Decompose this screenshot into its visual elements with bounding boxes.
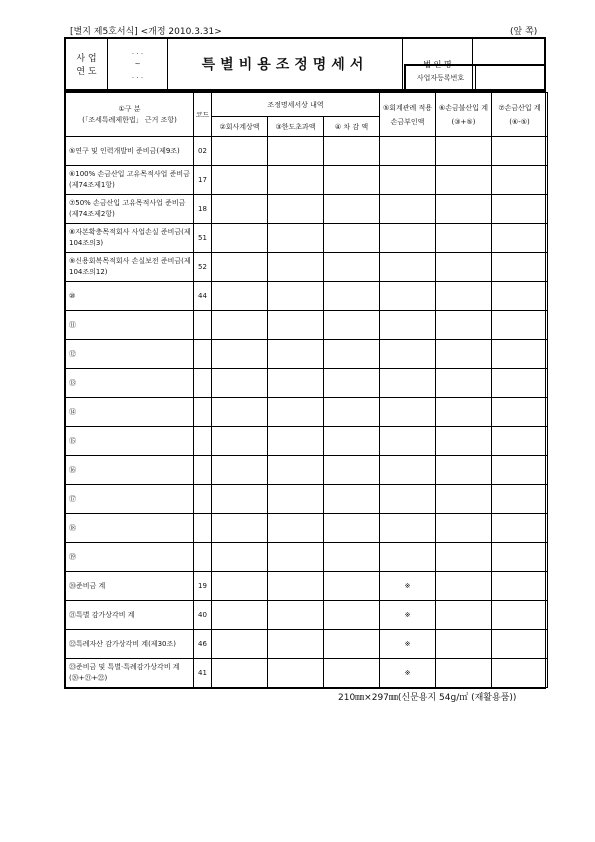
- row-input-cell[interactable]: [492, 166, 548, 195]
- row-code: [194, 514, 212, 543]
- row-input-cell[interactable]: [268, 311, 324, 340]
- row-input-cell[interactable]: [268, 282, 324, 311]
- row-input-cell[interactable]: [268, 630, 324, 659]
- row-input-cell[interactable]: [492, 514, 548, 543]
- limit-excess-header: ③한도초과액: [268, 117, 324, 137]
- row-input-cell[interactable]: [492, 485, 548, 514]
- row-accounting-cell[interactable]: [380, 195, 436, 224]
- table-row: [66, 630, 548, 659]
- row-input-cell[interactable]: [436, 195, 492, 224]
- form-title: 특별비용조정명세서: [168, 39, 403, 90]
- row-label: ⑪: [66, 311, 194, 340]
- row-input-cell[interactable]: [212, 224, 268, 253]
- category-header: ①구 분: [118, 104, 141, 113]
- row-accounting-cell[interactable]: [380, 224, 436, 253]
- row-input-cell[interactable]: [212, 543, 268, 572]
- row-input-cell[interactable]: [492, 543, 548, 572]
- registration-label: 사업자등록번호: [406, 66, 476, 90]
- row-code: 46: [194, 630, 212, 659]
- table-row: [66, 369, 548, 398]
- row-input-cell[interactable]: [212, 195, 268, 224]
- row-input-cell[interactable]: [436, 630, 492, 659]
- adjustment-table: [64, 91, 546, 689]
- row-label: ㉑특별 감가상각비 계: [66, 601, 194, 630]
- row-accounting-cell[interactable]: [380, 543, 436, 572]
- row-input-cell[interactable]: [212, 572, 268, 601]
- row-input-cell[interactable]: [492, 659, 548, 688]
- row-input-cell[interactable]: [268, 398, 324, 427]
- row-input-cell[interactable]: [492, 340, 548, 369]
- row-input-cell[interactable]: [492, 137, 548, 166]
- table-row: [66, 311, 548, 340]
- row-input-cell[interactable]: [324, 340, 380, 369]
- table-row: [66, 543, 548, 572]
- row-input-cell[interactable]: [212, 659, 268, 688]
- row-label: ⑥100% 손금산입 고유목적사업 준비금(제74조제1항): [66, 166, 194, 195]
- row-label: ⑤연구 및 인력개발비 준비금(제9조): [66, 137, 194, 166]
- row-input-cell[interactable]: [268, 659, 324, 688]
- row-input-cell[interactable]: [492, 427, 548, 456]
- table-row: [66, 137, 548, 166]
- row-input-cell[interactable]: [436, 253, 492, 282]
- row-input-cell[interactable]: [436, 485, 492, 514]
- row-input-cell[interactable]: [324, 282, 380, 311]
- row-input-cell[interactable]: [324, 166, 380, 195]
- row-label: ㉒특례자산 감가상각비 계(제30조): [66, 630, 194, 659]
- row-input-cell[interactable]: [492, 282, 548, 311]
- row-label: ㉓준비금 및 특별·특례감가상각비 계(⑳+㉑+㉒): [66, 659, 194, 688]
- table-row: [66, 601, 548, 630]
- table-row: [66, 456, 548, 485]
- row-input-cell[interactable]: [212, 311, 268, 340]
- row-input-cell[interactable]: [324, 369, 380, 398]
- row-input-cell[interactable]: [268, 137, 324, 166]
- row-input-cell[interactable]: [268, 543, 324, 572]
- row-label: ⑱: [66, 514, 194, 543]
- table-row: [66, 253, 548, 282]
- row-accounting-cell[interactable]: [380, 137, 436, 166]
- row-input-cell[interactable]: [212, 369, 268, 398]
- row-input-cell[interactable]: [436, 137, 492, 166]
- row-input-cell[interactable]: [436, 514, 492, 543]
- table-row: [66, 572, 548, 601]
- row-input-cell[interactable]: [268, 456, 324, 485]
- row-accounting-cell[interactable]: [380, 166, 436, 195]
- row-code: 18: [194, 195, 212, 224]
- table-row: [66, 398, 548, 427]
- page-side-label: (앞 쪽): [510, 27, 538, 37]
- row-code: 52: [194, 253, 212, 282]
- row-code: [194, 543, 212, 572]
- row-input-cell[interactable]: [436, 224, 492, 253]
- row-input-cell[interactable]: [436, 572, 492, 601]
- row-input-cell[interactable]: [268, 572, 324, 601]
- row-accounting-cell[interactable]: [380, 369, 436, 398]
- row-accounting-cell[interactable]: [380, 340, 436, 369]
- row-input-cell[interactable]: [212, 427, 268, 456]
- row-input-cell[interactable]: [436, 659, 492, 688]
- row-input-cell[interactable]: [268, 340, 324, 369]
- row-input-cell[interactable]: [324, 543, 380, 572]
- table-row: [66, 166, 548, 195]
- row-input-cell[interactable]: [324, 572, 380, 601]
- row-accounting-cell[interactable]: [380, 485, 436, 514]
- row-code: [194, 485, 212, 514]
- row-input-cell[interactable]: [324, 485, 380, 514]
- row-label: ⑦50% 손금산입 고유목적사업 준비금(제74조제2항): [66, 195, 194, 224]
- row-code: 44: [194, 282, 212, 311]
- row-input-cell[interactable]: [212, 398, 268, 427]
- row-input-cell[interactable]: [268, 514, 324, 543]
- row-input-cell[interactable]: [492, 601, 548, 630]
- row-label: ⑯: [66, 456, 194, 485]
- row-label: ⑧자본확충목적회사 사업손실 준비금(제104조의3): [66, 224, 194, 253]
- row-accounting-cell[interactable]: [380, 514, 436, 543]
- row-input-cell[interactable]: [436, 398, 492, 427]
- row-input-cell[interactable]: [436, 340, 492, 369]
- row-input-cell[interactable]: [492, 572, 548, 601]
- row-accounting-cell[interactable]: [380, 398, 436, 427]
- row-input-cell[interactable]: [324, 630, 380, 659]
- row-input-cell[interactable]: [436, 456, 492, 485]
- table-row: [66, 659, 548, 688]
- row-accounting-cell[interactable]: ※: [380, 572, 436, 601]
- row-input-cell[interactable]: [324, 601, 380, 630]
- row-input-cell[interactable]: [492, 456, 548, 485]
- row-accounting-cell[interactable]: [380, 456, 436, 485]
- row-input-cell[interactable]: [212, 456, 268, 485]
- company-amount-header: ②회사계상액: [212, 117, 268, 137]
- row-label: ⑰: [66, 485, 194, 514]
- business-year-period: . . . ~ . . .: [108, 39, 168, 90]
- row-input-cell[interactable]: [324, 253, 380, 282]
- row-input-cell[interactable]: [268, 601, 324, 630]
- table-row: [66, 340, 548, 369]
- row-input-cell[interactable]: [492, 195, 548, 224]
- row-code: 51: [194, 224, 212, 253]
- row-code: 02: [194, 137, 212, 166]
- row-code: [194, 311, 212, 340]
- row-input-cell[interactable]: [212, 514, 268, 543]
- row-input-cell[interactable]: [436, 282, 492, 311]
- corp-name-label: 법 인 명: [403, 39, 473, 90]
- table-row: [66, 195, 548, 224]
- table-row: [66, 514, 548, 543]
- row-input-cell[interactable]: [212, 253, 268, 282]
- row-code: 40: [194, 601, 212, 630]
- form-number-label: [별지 제5호서식] <개정 2010.3.31>: [70, 27, 222, 37]
- row-input-cell[interactable]: [436, 543, 492, 572]
- business-year-label: 사 업 연 도: [66, 39, 108, 90]
- row-label: ⑳준비금 계: [66, 572, 194, 601]
- registration-block: [404, 64, 546, 91]
- row-input-cell[interactable]: [212, 137, 268, 166]
- row-input-cell[interactable]: [492, 311, 548, 340]
- row-input-cell[interactable]: [212, 485, 268, 514]
- row-input-cell[interactable]: [212, 340, 268, 369]
- table-row: [66, 224, 548, 253]
- row-input-cell[interactable]: [324, 659, 380, 688]
- deductible-total-header: ⑦손금산입 계 (⑥-⑤): [492, 93, 548, 137]
- row-input-cell[interactable]: [492, 398, 548, 427]
- accounting-disallowed-header: ⑤회계관례 적용 손금부인액: [380, 93, 436, 137]
- row-accounting-cell[interactable]: [380, 311, 436, 340]
- row-accounting-cell[interactable]: [380, 427, 436, 456]
- row-input-cell[interactable]: [436, 427, 492, 456]
- adjust-details-header: 조정명세서상 내역: [212, 93, 380, 117]
- row-label: ⑬: [66, 369, 194, 398]
- row-input-cell[interactable]: [268, 485, 324, 514]
- row-code: [194, 369, 212, 398]
- row-input-cell[interactable]: [324, 311, 380, 340]
- row-accounting-cell[interactable]: ※: [380, 601, 436, 630]
- row-input-cell[interactable]: [268, 369, 324, 398]
- row-input-cell[interactable]: [324, 456, 380, 485]
- nondeductible-total-header: ⑥손금불산입 계 (③+⑤): [436, 93, 492, 137]
- row-input-cell[interactable]: [324, 398, 380, 427]
- row-input-cell[interactable]: [212, 166, 268, 195]
- row-accounting-cell[interactable]: ※: [380, 630, 436, 659]
- category-subheader: (「조세특례제한법」 근거 조항): [82, 115, 177, 124]
- row-input-cell[interactable]: [268, 427, 324, 456]
- row-input-cell[interactable]: [324, 514, 380, 543]
- row-code: 19: [194, 572, 212, 601]
- row-label: ⑭: [66, 398, 194, 427]
- row-input-cell[interactable]: [436, 601, 492, 630]
- row-input-cell[interactable]: [324, 427, 380, 456]
- code-header: 코드: [194, 93, 212, 137]
- row-label: ⑲: [66, 543, 194, 572]
- row-input-cell[interactable]: [492, 224, 548, 253]
- row-input-cell[interactable]: [436, 166, 492, 195]
- row-input-cell[interactable]: [268, 253, 324, 282]
- row-input-cell[interactable]: [324, 224, 380, 253]
- registration-field[interactable]: [476, 66, 545, 90]
- row-input-cell[interactable]: [212, 601, 268, 630]
- row-input-cell[interactable]: [492, 369, 548, 398]
- row-accounting-cell[interactable]: [380, 282, 436, 311]
- row-code: [194, 340, 212, 369]
- row-code: 41: [194, 659, 212, 688]
- table-row: [66, 485, 548, 514]
- row-input-cell[interactable]: [268, 195, 324, 224]
- row-label: ⑩: [66, 282, 194, 311]
- table-row: [66, 427, 548, 456]
- paper-spec-footer: 210㎜×297㎜(신문용지 54g/㎡ (재활용품)): [338, 693, 517, 703]
- row-input-cell[interactable]: [324, 137, 380, 166]
- row-input-cell[interactable]: [212, 630, 268, 659]
- row-label: ⑨신용회복목적회사 손실보전 준비금(제104조의12): [66, 253, 194, 282]
- row-accounting-cell[interactable]: [380, 253, 436, 282]
- row-input-cell[interactable]: [268, 224, 324, 253]
- row-input-cell[interactable]: [492, 630, 548, 659]
- row-code: [194, 456, 212, 485]
- table-row: [66, 282, 548, 311]
- row-code: [194, 398, 212, 427]
- row-code: 17: [194, 166, 212, 195]
- row-input-cell[interactable]: [268, 166, 324, 195]
- row-accounting-cell[interactable]: ※: [380, 659, 436, 688]
- row-code: [194, 427, 212, 456]
- row-input-cell[interactable]: [436, 369, 492, 398]
- row-input-cell[interactable]: [324, 195, 380, 224]
- row-input-cell[interactable]: [436, 311, 492, 340]
- row-input-cell[interactable]: [212, 282, 268, 311]
- row-input-cell[interactable]: [492, 253, 548, 282]
- row-label: ⑮: [66, 427, 194, 456]
- row-label: ⑫: [66, 340, 194, 369]
- deduction-header: ④ 차 감 액: [324, 117, 380, 137]
